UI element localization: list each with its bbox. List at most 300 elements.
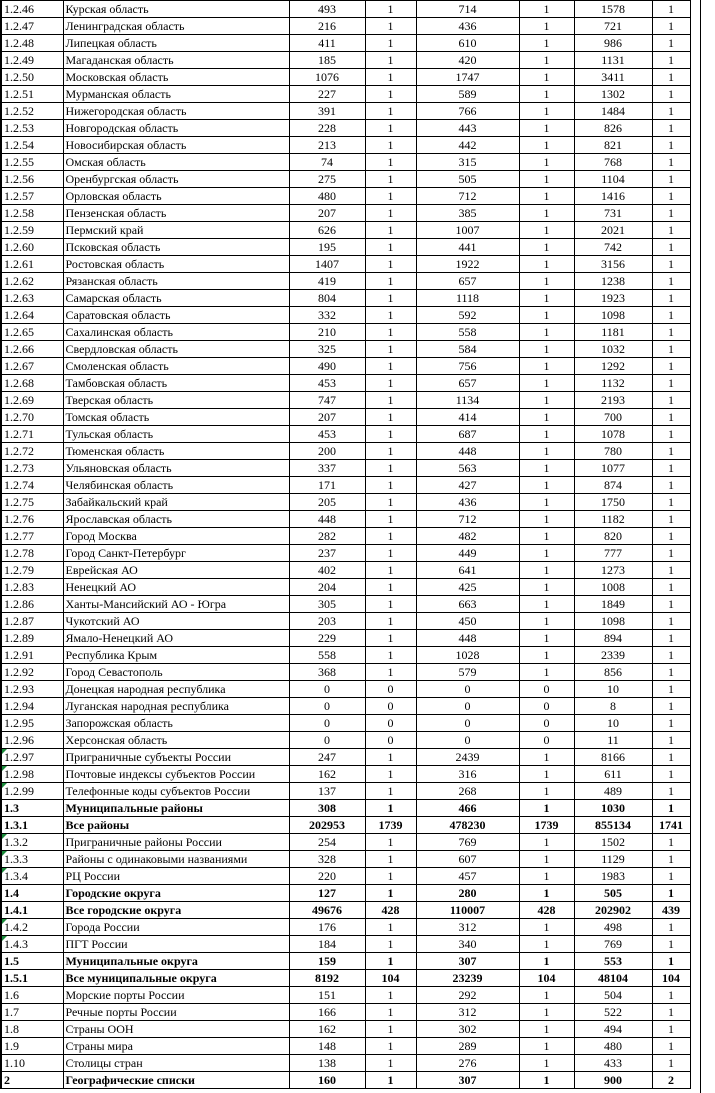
table-row: [1, 732, 690, 749]
table-row: [1, 1021, 690, 1038]
value-cell: 1: [519, 443, 574, 460]
row-name: Географические списки: [63, 1072, 289, 1089]
row-name: Челябинская область: [63, 477, 289, 494]
table-row: [1, 103, 690, 120]
value-cell: 282: [289, 528, 365, 545]
row-name: Сахалинская область: [63, 324, 289, 341]
value-cell: 1: [652, 562, 690, 579]
row-name: Нижегородская область: [63, 103, 289, 120]
value-cell: 1: [365, 120, 416, 137]
value-cell: 0: [416, 681, 519, 698]
value-cell: 0: [519, 715, 574, 732]
value-cell: 0: [289, 698, 365, 715]
value-cell: 1: [652, 800, 690, 817]
value-cell: 1: [652, 1, 690, 18]
row-name: Смоленская область: [63, 358, 289, 375]
row-name: Запорожская область: [63, 715, 289, 732]
row-code: 1.2.46: [1, 1, 63, 18]
table-row: [1, 137, 690, 154]
value-cell: 1: [365, 1055, 416, 1072]
value-cell: 1: [652, 341, 690, 358]
value-cell: 1: [365, 222, 416, 239]
value-cell: 1: [519, 987, 574, 1004]
value-cell: 1: [652, 885, 690, 902]
row-code: 1.2.87: [1, 613, 63, 630]
row-code: 1.2.64: [1, 307, 63, 324]
value-cell: 1: [519, 256, 574, 273]
value-cell: 1: [365, 562, 416, 579]
value-cell: 276: [416, 1055, 519, 1072]
table-row: [1, 307, 690, 324]
value-cell: 1: [652, 732, 690, 749]
value-cell: 11: [574, 732, 652, 749]
table-row: [1, 528, 690, 545]
table-row: [1, 443, 690, 460]
value-cell: 315: [416, 154, 519, 171]
table-row: [1, 579, 690, 596]
value-cell: 1: [519, 426, 574, 443]
row-name: Омская область: [63, 154, 289, 171]
value-cell: 0: [416, 698, 519, 715]
value-cell: 804: [289, 290, 365, 307]
value-cell: 1: [652, 1055, 690, 1072]
value-cell: 1: [365, 800, 416, 817]
value-cell: 307: [416, 953, 519, 970]
value-cell: 1: [652, 647, 690, 664]
value-cell: 450: [416, 613, 519, 630]
row-code: 1.2.68: [1, 375, 63, 392]
value-cell: 1849: [574, 596, 652, 613]
value-cell: 247: [289, 749, 365, 766]
value-cell: 1: [365, 766, 416, 783]
value-cell: 210: [289, 324, 365, 341]
value-cell: 986: [574, 35, 652, 52]
value-cell: 302: [416, 1021, 519, 1038]
value-cell: 1: [365, 936, 416, 953]
table-row: [1, 1038, 690, 1055]
table-row: [1, 460, 690, 477]
value-cell: 1: [652, 86, 690, 103]
value-cell: 402: [289, 562, 365, 579]
value-cell: 1: [519, 1, 574, 18]
row-code: 1.5.1: [1, 970, 63, 987]
value-cell: 466: [416, 800, 519, 817]
value-cell: 1: [365, 137, 416, 154]
row-code: 1.3.1: [1, 817, 63, 834]
value-cell: 8192: [289, 970, 365, 987]
table-row: [1, 239, 690, 256]
row-code: 1.2.69: [1, 392, 63, 409]
table-row: [1, 953, 690, 970]
value-cell: 104: [365, 970, 416, 987]
value-cell: 1: [652, 919, 690, 936]
value-cell: 589: [416, 86, 519, 103]
value-cell: 490: [289, 358, 365, 375]
value-cell: 480: [289, 188, 365, 205]
value-cell: 2339: [574, 647, 652, 664]
row-name: Страны ООН: [63, 1021, 289, 1038]
table-row: [1, 749, 690, 766]
table-row: [1, 120, 690, 137]
value-cell: 766: [416, 103, 519, 120]
value-cell: 1032: [574, 341, 652, 358]
row-code: 1.2.67: [1, 358, 63, 375]
value-cell: 138: [289, 1055, 365, 1072]
value-cell: 626: [289, 222, 365, 239]
table-row: [1, 562, 690, 579]
value-cell: 391: [289, 103, 365, 120]
row-name: Саратовская область: [63, 307, 289, 324]
row-name: Рязанская область: [63, 273, 289, 290]
row-code: 1.2.70: [1, 409, 63, 426]
value-cell: 1: [652, 868, 690, 885]
value-cell: 482: [416, 528, 519, 545]
value-cell: 821: [574, 137, 652, 154]
value-cell: 498: [574, 919, 652, 936]
row-code: 1.2.77: [1, 528, 63, 545]
table-row: [1, 188, 690, 205]
row-code: 1.2.47: [1, 18, 63, 35]
value-cell: 894: [574, 630, 652, 647]
row-code: 1.2.89: [1, 630, 63, 647]
value-cell: 439: [652, 902, 690, 919]
value-cell: 1: [519, 222, 574, 239]
row-code: 1.2.86: [1, 596, 63, 613]
table-row: [1, 375, 690, 392]
row-code: 1.2.76: [1, 511, 63, 528]
row-name: Псковская область: [63, 239, 289, 256]
value-cell: 419: [289, 273, 365, 290]
value-cell: 714: [416, 1, 519, 18]
row-code: 1.2.94: [1, 698, 63, 715]
table-row: [1, 613, 690, 630]
value-cell: 104: [652, 970, 690, 987]
value-cell: 1: [365, 664, 416, 681]
row-code: 1.2.65: [1, 324, 63, 341]
value-cell: 1: [365, 52, 416, 69]
table-row: [1, 392, 690, 409]
row-name: Речные порты России: [63, 1004, 289, 1021]
value-cell: 1: [519, 1004, 574, 1021]
value-cell: 204: [289, 579, 365, 596]
row-name: ПГТ России: [63, 936, 289, 953]
value-cell: 1: [519, 936, 574, 953]
value-cell: 1: [365, 579, 416, 596]
row-code: 1.2.91: [1, 647, 63, 664]
value-cell: 1: [519, 664, 574, 681]
value-cell: 1: [365, 1072, 416, 1089]
value-cell: 1: [519, 205, 574, 222]
value-cell: 1922: [416, 256, 519, 273]
value-cell: 443: [416, 120, 519, 137]
value-cell: 1129: [574, 851, 652, 868]
value-cell: 0: [365, 715, 416, 732]
value-cell: 1: [519, 324, 574, 341]
value-cell: 1: [519, 69, 574, 86]
value-cell: 1: [365, 868, 416, 885]
value-cell: 1: [519, 358, 574, 375]
value-cell: 1: [519, 103, 574, 120]
value-cell: 200: [289, 443, 365, 460]
value-cell: 0: [289, 715, 365, 732]
value-cell: 1: [652, 426, 690, 443]
value-cell: 325: [289, 341, 365, 358]
value-cell: 1: [519, 766, 574, 783]
value-cell: 436: [416, 18, 519, 35]
row-code: 1.4.1: [1, 902, 63, 919]
value-cell: 1: [652, 783, 690, 800]
value-cell: 1: [652, 443, 690, 460]
value-cell: 1: [519, 800, 574, 817]
value-cell: 1: [652, 18, 690, 35]
value-cell: 712: [416, 511, 519, 528]
value-cell: 1: [652, 987, 690, 1004]
value-cell: 1098: [574, 307, 652, 324]
value-cell: 420: [416, 52, 519, 69]
value-cell: 1131: [574, 52, 652, 69]
row-code: 1.2.61: [1, 256, 63, 273]
value-cell: 1: [519, 341, 574, 358]
value-cell: 171: [289, 477, 365, 494]
value-cell: 489: [574, 783, 652, 800]
value-cell: 611: [574, 766, 652, 783]
value-cell: 1: [519, 613, 574, 630]
value-cell: 687: [416, 426, 519, 443]
value-cell: 1008: [574, 579, 652, 596]
row-name: Ульяновская область: [63, 460, 289, 477]
value-cell: 1416: [574, 188, 652, 205]
value-cell: 159: [289, 953, 365, 970]
row-name: Оренбургская область: [63, 171, 289, 188]
value-cell: 1: [652, 290, 690, 307]
row-code: 1.3.3: [1, 851, 63, 868]
value-cell: 584: [416, 341, 519, 358]
value-cell: 826: [574, 120, 652, 137]
value-cell: 1923: [574, 290, 652, 307]
value-cell: 1: [652, 511, 690, 528]
value-cell: 0: [519, 732, 574, 749]
value-cell: 1: [519, 307, 574, 324]
value-cell: 712: [416, 188, 519, 205]
value-cell: 1030: [574, 800, 652, 817]
row-code: 1.6: [1, 987, 63, 1004]
row-name: Тульская область: [63, 426, 289, 443]
value-cell: 1: [652, 154, 690, 171]
value-cell: 1: [365, 987, 416, 1004]
table-row: [1, 817, 690, 834]
value-cell: 1238: [574, 273, 652, 290]
row-name: Республика Крым: [63, 647, 289, 664]
value-cell: 385: [416, 205, 519, 222]
value-cell: 442: [416, 137, 519, 154]
value-cell: 74: [289, 154, 365, 171]
value-cell: 137: [289, 783, 365, 800]
value-cell: 480: [574, 1038, 652, 1055]
value-cell: 1: [652, 358, 690, 375]
row-name: Все муниципальные округа: [63, 970, 289, 987]
row-name: Город Санкт-Петербург: [63, 545, 289, 562]
value-cell: 769: [574, 936, 652, 953]
value-cell: 579: [416, 664, 519, 681]
row-code: 1.8: [1, 1021, 63, 1038]
value-cell: 1: [365, 86, 416, 103]
value-cell: 1: [365, 613, 416, 630]
value-cell: 874: [574, 477, 652, 494]
value-cell: 1407: [289, 256, 365, 273]
value-cell: 1: [519, 1072, 574, 1089]
value-cell: 457: [416, 868, 519, 885]
table-row: [1, 987, 690, 1004]
row-code: 1.2.75: [1, 494, 63, 511]
value-cell: 1077: [574, 460, 652, 477]
value-cell: 453: [289, 426, 365, 443]
value-cell: 657: [416, 273, 519, 290]
value-cell: 700: [574, 409, 652, 426]
value-cell: 316: [416, 766, 519, 783]
value-cell: 1: [365, 851, 416, 868]
value-cell: 1: [652, 834, 690, 851]
table-row: [1, 477, 690, 494]
row-name: Тюменская область: [63, 443, 289, 460]
table-body: [1, 1, 690, 1089]
row-code: 1.2.50: [1, 69, 63, 86]
value-cell: 312: [416, 919, 519, 936]
value-cell: 1: [365, 596, 416, 613]
row-code: 1.2.56: [1, 171, 63, 188]
value-cell: 2439: [416, 749, 519, 766]
value-cell: 184: [289, 936, 365, 953]
row-name: Почтовые индексы субъектов России: [63, 766, 289, 783]
value-cell: 558: [416, 324, 519, 341]
value-cell: 0: [365, 681, 416, 698]
value-cell: 453: [289, 375, 365, 392]
row-code: 1.2.73: [1, 460, 63, 477]
table-row: [1, 800, 690, 817]
value-cell: 148: [289, 1038, 365, 1055]
value-cell: 0: [365, 698, 416, 715]
row-name: Свердловская область: [63, 341, 289, 358]
value-cell: 900: [574, 1072, 652, 1089]
row-name: Города России: [63, 919, 289, 936]
value-cell: 220: [289, 868, 365, 885]
table-row: [1, 69, 690, 86]
value-cell: 289: [416, 1038, 519, 1055]
value-cell: 229: [289, 630, 365, 647]
row-name: Ненецкий АО: [63, 579, 289, 596]
table-row: [1, 358, 690, 375]
row-name: Городские округа: [63, 885, 289, 902]
value-cell: 592: [416, 307, 519, 324]
value-cell: 1: [365, 460, 416, 477]
table-row: [1, 970, 690, 987]
value-cell: 768: [574, 154, 652, 171]
table-row: [1, 256, 690, 273]
value-cell: 110007: [416, 902, 519, 919]
row-code: 1.7: [1, 1004, 63, 1021]
table-row: [1, 154, 690, 171]
value-cell: 1: [365, 290, 416, 307]
table-row: [1, 341, 690, 358]
value-cell: 1578: [574, 1, 652, 18]
row-code: 1.2.52: [1, 103, 63, 120]
row-name: Морские порты России: [63, 987, 289, 1004]
row-name: Город Москва: [63, 528, 289, 545]
row-name: Телефонные коды субъектов России: [63, 783, 289, 800]
value-cell: 268: [416, 783, 519, 800]
row-code: 1.3: [1, 800, 63, 817]
row-code: 1.2.53: [1, 120, 63, 137]
row-code: 1.2.58: [1, 205, 63, 222]
value-cell: 1292: [574, 358, 652, 375]
table-row: [1, 409, 690, 426]
value-cell: 1: [519, 1055, 574, 1072]
value-cell: 1: [519, 630, 574, 647]
value-cell: 448: [289, 511, 365, 528]
value-cell: 2193: [574, 392, 652, 409]
value-cell: 1: [519, 579, 574, 596]
row-name: Все районы: [63, 817, 289, 834]
value-cell: 610: [416, 35, 519, 52]
value-cell: 1181: [574, 324, 652, 341]
value-cell: 2021: [574, 222, 652, 239]
value-cell: 1: [365, 358, 416, 375]
value-cell: 478230: [416, 817, 519, 834]
table-row: [1, 273, 690, 290]
row-name: Приграничные субъекты России: [63, 749, 289, 766]
row-code: 1.2.66: [1, 341, 63, 358]
row-name: Чукотский АО: [63, 613, 289, 630]
row-name: Тамбовская область: [63, 375, 289, 392]
row-name: Ростовская область: [63, 256, 289, 273]
row-name: Магаданская область: [63, 52, 289, 69]
value-cell: 328: [289, 851, 365, 868]
value-cell: 213: [289, 137, 365, 154]
value-cell: 1: [365, 273, 416, 290]
value-cell: 1: [652, 494, 690, 511]
value-cell: 414: [416, 409, 519, 426]
value-cell: 1: [519, 528, 574, 545]
value-cell: 855134: [574, 817, 652, 834]
value-cell: 1983: [574, 868, 652, 885]
value-cell: 1: [652, 681, 690, 698]
table-row: [1, 52, 690, 69]
value-cell: 1: [365, 919, 416, 936]
value-cell: 1: [365, 1038, 416, 1055]
value-cell: 1: [652, 477, 690, 494]
value-cell: 607: [416, 851, 519, 868]
value-cell: 1: [652, 273, 690, 290]
row-name: Пензенская область: [63, 205, 289, 222]
value-cell: 1: [519, 154, 574, 171]
value-cell: 1: [652, 698, 690, 715]
value-cell: 1502: [574, 834, 652, 851]
value-cell: 0: [289, 681, 365, 698]
value-cell: 1: [365, 69, 416, 86]
value-cell: 433: [574, 1055, 652, 1072]
value-cell: 721: [574, 18, 652, 35]
table-row: [1, 834, 690, 851]
value-cell: 1: [652, 69, 690, 86]
value-cell: 1: [365, 409, 416, 426]
value-cell: 427: [416, 477, 519, 494]
value-cell: 1: [652, 239, 690, 256]
row-name: Новгородская область: [63, 120, 289, 137]
table-row: [1, 86, 690, 103]
value-cell: 1: [365, 1004, 416, 1021]
value-cell: 1: [519, 120, 574, 137]
value-cell: 1: [652, 120, 690, 137]
value-cell: 1028: [416, 647, 519, 664]
